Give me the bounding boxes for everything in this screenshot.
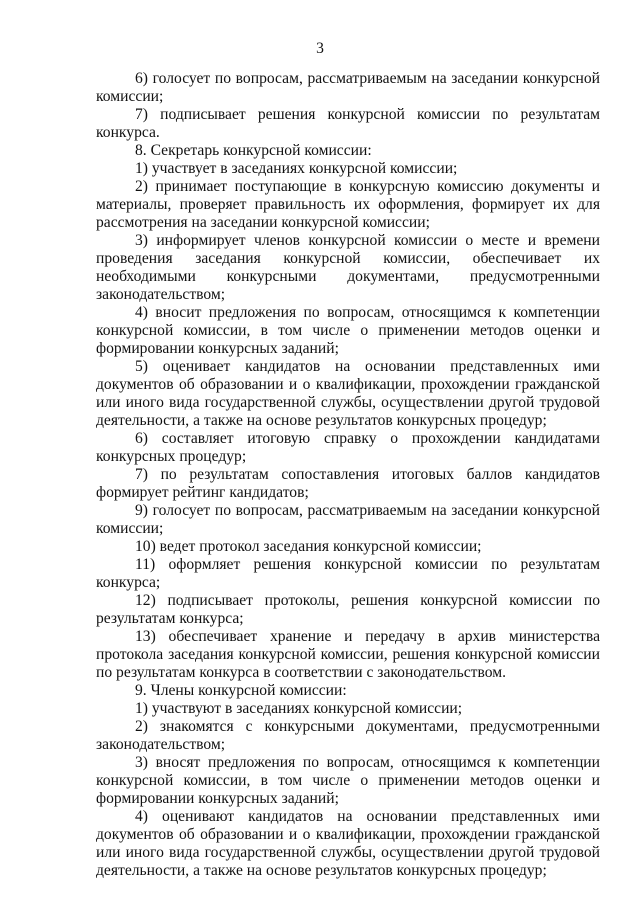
paragraph-10: 7) по результатам сопоставления итоговых баллов кандидатов формирует рейтинг кандидатов; [96,466,600,501]
paragraph-8: 5) оценивает кандидатов на основании представленных ими документов об образовании и о квалификации, прохождении гражданской или иного вида государственной службы, осуществлении другой трудовой деятельности, а также на основе результатов конкурсных процедур; [96,358,600,429]
document-body [96,70,600,880]
paragraph-14: 12) подписывает протоколы, решения конкурсной комиссии по результатам конкурса; [96,592,600,627]
paragraph-4: 1) участвует в заседаниях конкурсной комиссии; [135,160,458,177]
paragraph-19: 3) вносят предложения по вопросам, относящимся к компетенции конкурсной комиссии, в том числе о применении методов оценки и формировании конкурсных заданий; [96,754,600,807]
paragraph-12: 10) ведет протокол заседания конкурсной комиссии; [135,538,482,555]
paragraph-2: 7) подписывает решения конкурсной комиссии по результатам конкурса. [96,106,600,141]
paragraph-18: 2) знакомятся с конкурсными документами, предусмотренными законодательством; [96,718,600,753]
section-heading-8: 8. Секретарь конкурсной комиссии: [135,142,372,159]
paragraph-7: 4) вносит предложения по вопросам, относящимся к компетенции конкурсной комиссии, в том числе о применении методов оценки и формировании конкурсных заданий; [96,304,600,357]
paragraph-17: 1) участвуют в заседаниях конкурсной комиссии; [135,700,463,717]
paragraph-6: 3) информирует членов конкурсной комиссии о месте и времени проведения заседания конкурсной комиссии, обеспечивает их необходимыми конкурсными документами, предусмотренными законодательством; [96,232,600,303]
paragraph-20: 4) оценивают кандидатов на основании представленных ими документов об образовании и о квалификации, прохождении гражданской или иного вида государственной службы, осуществлении другой трудовой деятельности, а также на основе результатов конкурсных процедур; [96,808,600,879]
section-heading-9: 9. Члены конкурсной комиссии: [135,682,347,699]
paragraph-15: 13) обеспечивает хранение и передачу в архив министерства протокола заседания конкурсной комиссии, решения конкурсной комиссии по результатам конкурса в соответствии с законодательством. [96,628,600,681]
page-number: 3 [316,40,324,57]
paragraph-13: 11) оформляет решения конкурсной комиссии по результатам конкурса; [96,556,600,591]
paragraph-5: 2) принимает поступающие в конкурсную комиссию документы и материалы, проверяет правильность их оформления, формирует их для рассмотрения на заседании конкурсной комиссии; [96,178,600,231]
paragraph-11: 9) голосует по вопросам, рассматриваемым на заседании конкурсной комиссии; [96,502,600,537]
paragraph-9: 6) составляет итоговую справку о прохождении кандидатами конкурсных процедур; [96,430,600,465]
paragraph-1: 6) голосует по вопросам, рассматриваемым на заседании конкурсной комиссии; [96,70,600,105]
